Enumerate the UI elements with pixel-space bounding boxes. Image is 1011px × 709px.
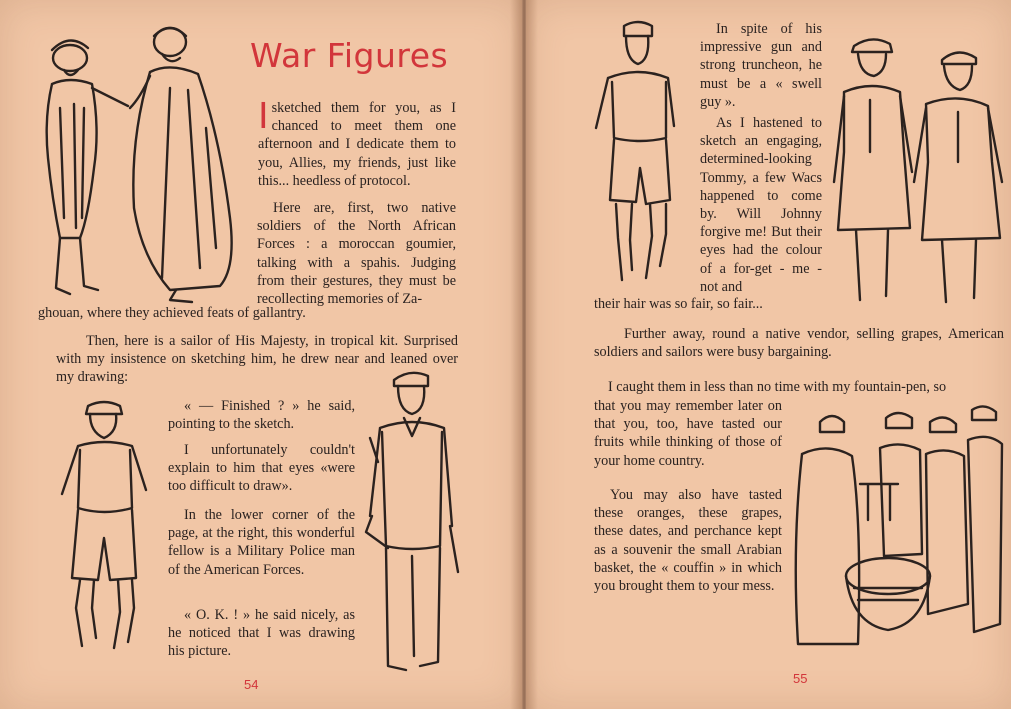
sketch-tommy [586, 18, 686, 290]
sketch-military-police [358, 366, 468, 684]
sketch-grape-vendor [788, 404, 1006, 648]
paragraph-swell-guy: In spite of his impressive gun and strong truncheon, he must be a « swell guy ». [700, 21, 822, 110]
paragraph-wacs: As I hastened to sketch an engaging, determined-looking Tommy, a few Wacs happened to come by. Will Johnny forgive me! But their eyes had the colour of a for-get - me - not and [700, 115, 822, 295]
drop-cap: I [258, 96, 269, 137]
paragraph-ok-quote: « O. K. ! » he said nicely, as he noticed that I was drawing his picture. [168, 607, 355, 660]
paragraph-wacs-end: their hair was so fair, so fair... [594, 296, 763, 312]
sketch-north-african-soldiers [30, 18, 250, 308]
sketch-sailor [50, 398, 160, 660]
paragraph-intro [258, 96, 456, 190]
sketch-wacs [830, 32, 1008, 306]
paragraph-native-soldiers: Here are, first, two native soldiers of the North African Forces : a moroccan goumier, talking with a spahis. Judging from their gestures, they must be recollecting memories of Za- [257, 200, 456, 308]
paragraph-military-police: In the lower corner of the page, at the right, this wonderful fellow is a Military Police man of the American Forces. [168, 507, 355, 578]
paragraph-vendor: Further away, round a native vendor, selling grapes, American soldiers and sailors were busy bargaining. [594, 326, 1004, 361]
page-title: War Figures [250, 36, 449, 75]
page-number-right: 55 [793, 671, 808, 686]
page-number-left: 54 [244, 677, 259, 692]
paragraph-sailor: Then, here is a sailor of His Majesty, in tropical kit. Surprised with my insistence on sketching him, he drew near and leaned over my drawing: [56, 333, 458, 386]
paragraph-eyes: I unfortunately couldn't explain to him that eyes «were too difficult to draw». [168, 442, 355, 495]
paragraph-fountain-pen-rest: that you may remember later on that you, too, have tasted our fruits while thinking of those of your home country. [594, 398, 782, 469]
paragraph-finished-quote: « — Finished ? » he said, pointing to the sketch. [168, 398, 355, 433]
paragraph-native-soldiers-end: ghouan, where they achieved feats of gallantry. [38, 305, 306, 321]
book-gutter [510, 0, 538, 709]
paragraph-couffin: You may also have tasted these oranges, these grapes, these dates, and perchance kept as a souvenir the small Arabian basket, the « couffin » in which you brought them to your mess. [594, 487, 782, 595]
paragraph-fountain-pen-start: I caught them in less than no time with my fountain-pen, so [608, 379, 947, 395]
right-page [526, 0, 1011, 709]
intro-text: sketched them for you, as I chanced to meet them one afternoon and I dedicate them to you, Allies, my friends, just like this... heedless of protocol. [258, 100, 456, 189]
